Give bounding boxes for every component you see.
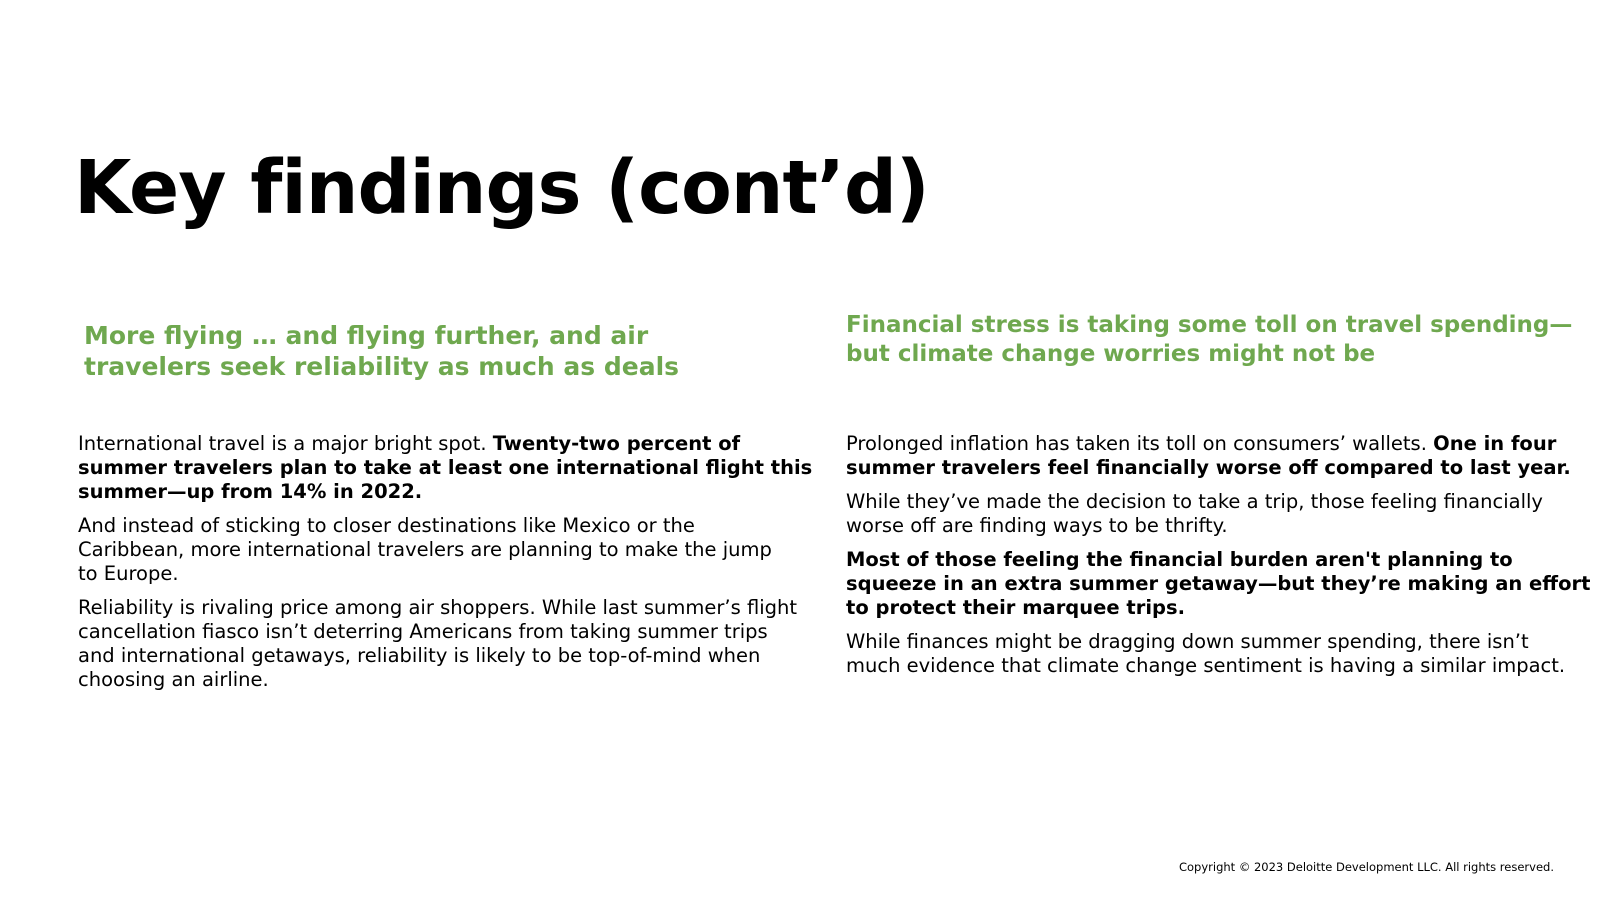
right-column-body — [846, 432, 1591, 688]
paragraph-text: International travel is a major bright spot. — [78, 432, 493, 455]
left-heading-line: travelers seek reliability as much as deals — [84, 352, 680, 381]
right-column-heading — [846, 311, 1572, 369]
paragraph-text: choosing an airline. — [78, 668, 269, 691]
left-column-body — [78, 432, 813, 702]
paragraph-text: Prolonged inflation has taken its toll on consumers’ wallets. — [846, 432, 1434, 455]
copyright-notice: Copyright © 2023 Deloitte Development LLC. All rights reserved. — [1178, 860, 1554, 874]
paragraph-bold-text: to protect their marquee trips. — [846, 596, 1185, 619]
paragraph-text: And instead of sticking to closer destinations like Mexico or the — [78, 514, 695, 537]
right-paragraph-thrifty — [846, 490, 1546, 538]
right-heading-line: but climate change worries might not be — [846, 341, 1376, 367]
paragraph-bold-text: One in four — [1433, 432, 1557, 455]
paragraph-bold-text: squeeze in an extra summer getaway—but they’re making an effort — [846, 572, 1591, 595]
paragraph-text: Reliability is rivaling price among air shoppers. While last summer’s flight — [78, 596, 798, 619]
paragraph-bold-text: summer—up from 14% in 2022. — [78, 480, 423, 503]
page-title: Key findings (cont’d) — [74, 145, 929, 231]
paragraph-text: worse off are finding ways to be thrifty. — [846, 514, 1228, 537]
left-paragraph-international — [78, 432, 813, 504]
paragraph-bold-text: Most of those feeling the financial burden aren't planning to — [846, 548, 1513, 571]
paragraph-bold-text: summer travelers plan to take at least one international flight this — [78, 456, 813, 479]
right-heading-line: Financial stress is taking some toll on travel spending— — [846, 312, 1573, 338]
paragraph-text: Caribbean, more international travelers are planning to make the jump — [78, 538, 772, 561]
left-heading-line: More flying … and flying further, and air — [84, 321, 649, 350]
left-paragraph-reliability — [78, 596, 798, 692]
right-paragraph-inflation — [846, 432, 1571, 480]
paragraph-bold-text: summer travelers feel financially worse off compared to last year. — [846, 456, 1571, 479]
paragraph-text: cancellation fiasco isn’t deterring Americans from taking summer trips — [78, 620, 768, 643]
left-column-heading — [84, 320, 679, 382]
paragraph-text: While they’ve made the decision to take a trip, those feeling financially — [846, 490, 1543, 513]
paragraph-text: to Europe. — [78, 562, 179, 585]
right-paragraph-marquee-trips — [846, 548, 1591, 620]
right-paragraph-climate — [846, 630, 1566, 678]
paragraph-text: While finances might be dragging down summer spending, there isn’t — [846, 630, 1529, 653]
left-paragraph-destinations — [78, 514, 772, 586]
paragraph-bold-text: Twenty-two percent of — [492, 432, 741, 455]
paragraph-text: and international getaways, reliability is likely to be top-of-mind when — [78, 644, 761, 667]
paragraph-text: much evidence that climate change sentiment is having a similar impact. — [846, 654, 1566, 677]
